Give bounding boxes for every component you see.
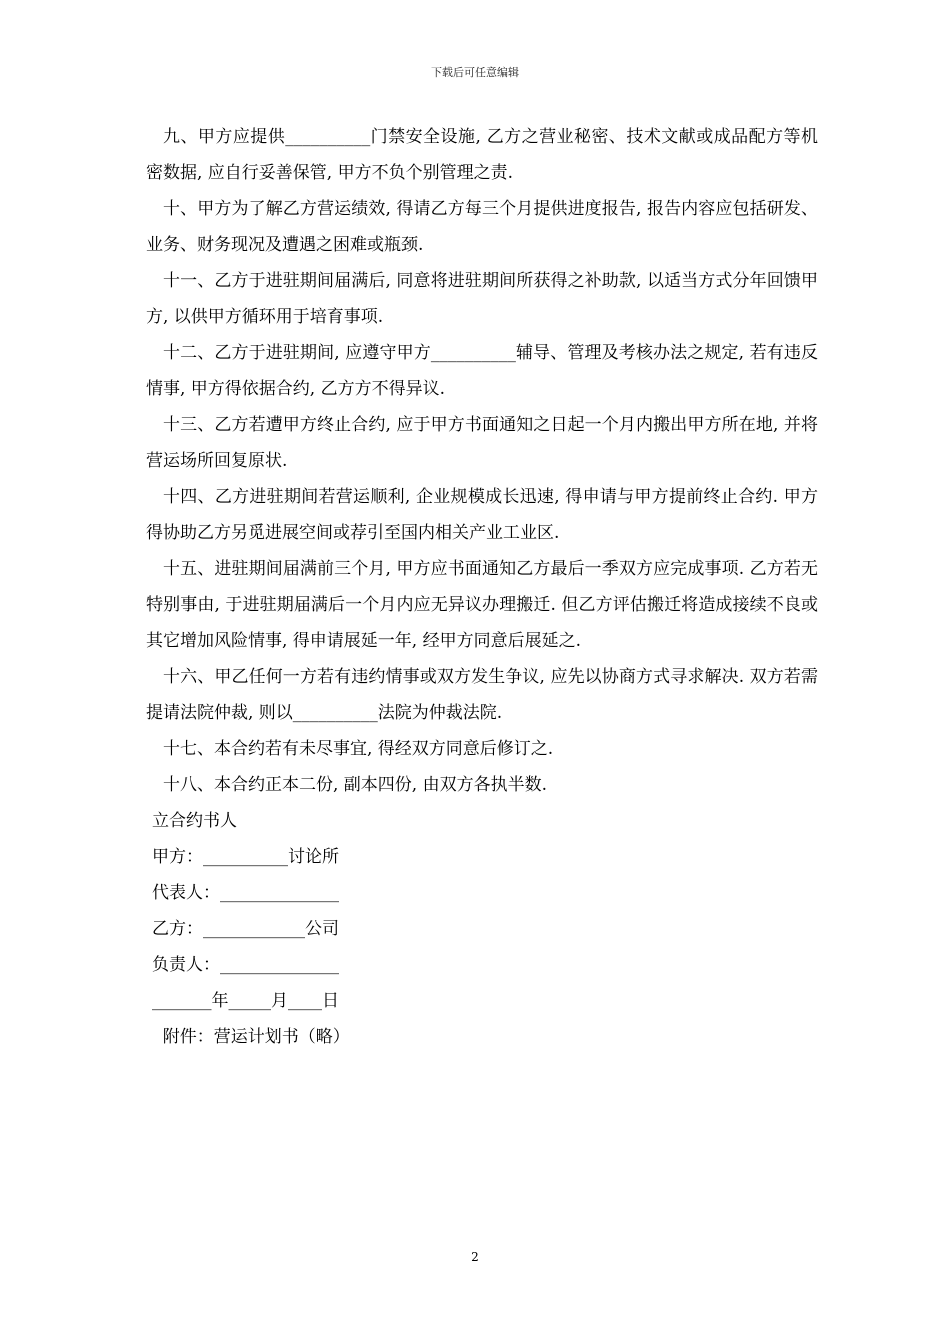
- clause-12: 十二、乙方于进驻期间, 应遵守甲方__________辅导、管理及考核办法之规定, 若有违反情事, 甲方得依据合约, 乙方方不得异议.: [146, 343, 818, 399]
- clause-14: 十四、乙方进驻期间若营运顺利, 企业规模成长迅速, 得申请与甲方提前终止合约. 甲方得协助乙方另觅进展空间或荐引至国内相关产业工业区.: [146, 487, 818, 543]
- date-line: _______年_____月____日: [152, 991, 339, 1011]
- signature-block: [146, 803, 818, 1055]
- party-a-line: 甲方：__________讨论所: [152, 847, 339, 867]
- clause-11: 十一、乙方于进驻期间届满后, 同意将进驻期间所获得之补助款, 以适当方式分年回馈甲方, 以供甲方循环用于培育事项.: [146, 271, 818, 327]
- signatories-title: 立合约书人: [152, 811, 237, 831]
- clause-9: 九、甲方应提供__________门禁安全设施, 乙方之营业秘密、技术文献或成品配方等机密数据, 应自行妥善保管, 甲方不负个别管理之责.: [146, 127, 818, 183]
- page-number: 2: [471, 1250, 479, 1264]
- party-b-responsible-line: 负责人：______________: [152, 955, 339, 975]
- clause-15: 十五、进驻期间届满前三个月, 甲方应书面通知乙方最后一季双方应完成事项. 乙方若无特别事由, 于进驻期届满后一个月内应无异议办理搬迁. 但乙方评估搬迁将造成接续不良或其它增加风险情事, 得申请展延一年, 经甲方同意后展延之.: [146, 559, 818, 651]
- clause-17: 十七、本合约若有未尽事宜, 得经双方同意后修订之.: [163, 739, 554, 759]
- clause-16: 十六、甲乙任何一方若有违约情事或双方发生争议, 应先以协商方式寻求解决. 双方若需提请法院仲裁, 则以__________法院为仲裁法院.: [146, 667, 818, 723]
- clause-13: 十三、乙方若遭甲方终止合约, 应于甲方书面通知之日起一个月内搬出甲方所在地, 并将营运场所回复原状.: [146, 415, 818, 471]
- page-header: 下载后可任意编辑: [431, 66, 519, 79]
- attachment-line: 附件：营运计划书（略）: [152, 1027, 350, 1047]
- clause-10: 十、甲方为了解乙方营运绩效, 得请乙方每三个月提供进度报告, 报告内容应包括研发、业务、财务现况及遭遇之困难或瓶颈.: [146, 199, 818, 255]
- document-body: [146, 119, 818, 1055]
- party-b-line: 乙方：____________公司: [152, 919, 339, 939]
- party-a-representative-line: 代表人：______________: [152, 883, 339, 903]
- clause-18: 十八、本合约正本二份, 副本四份, 由双方各执半数.: [163, 775, 548, 795]
